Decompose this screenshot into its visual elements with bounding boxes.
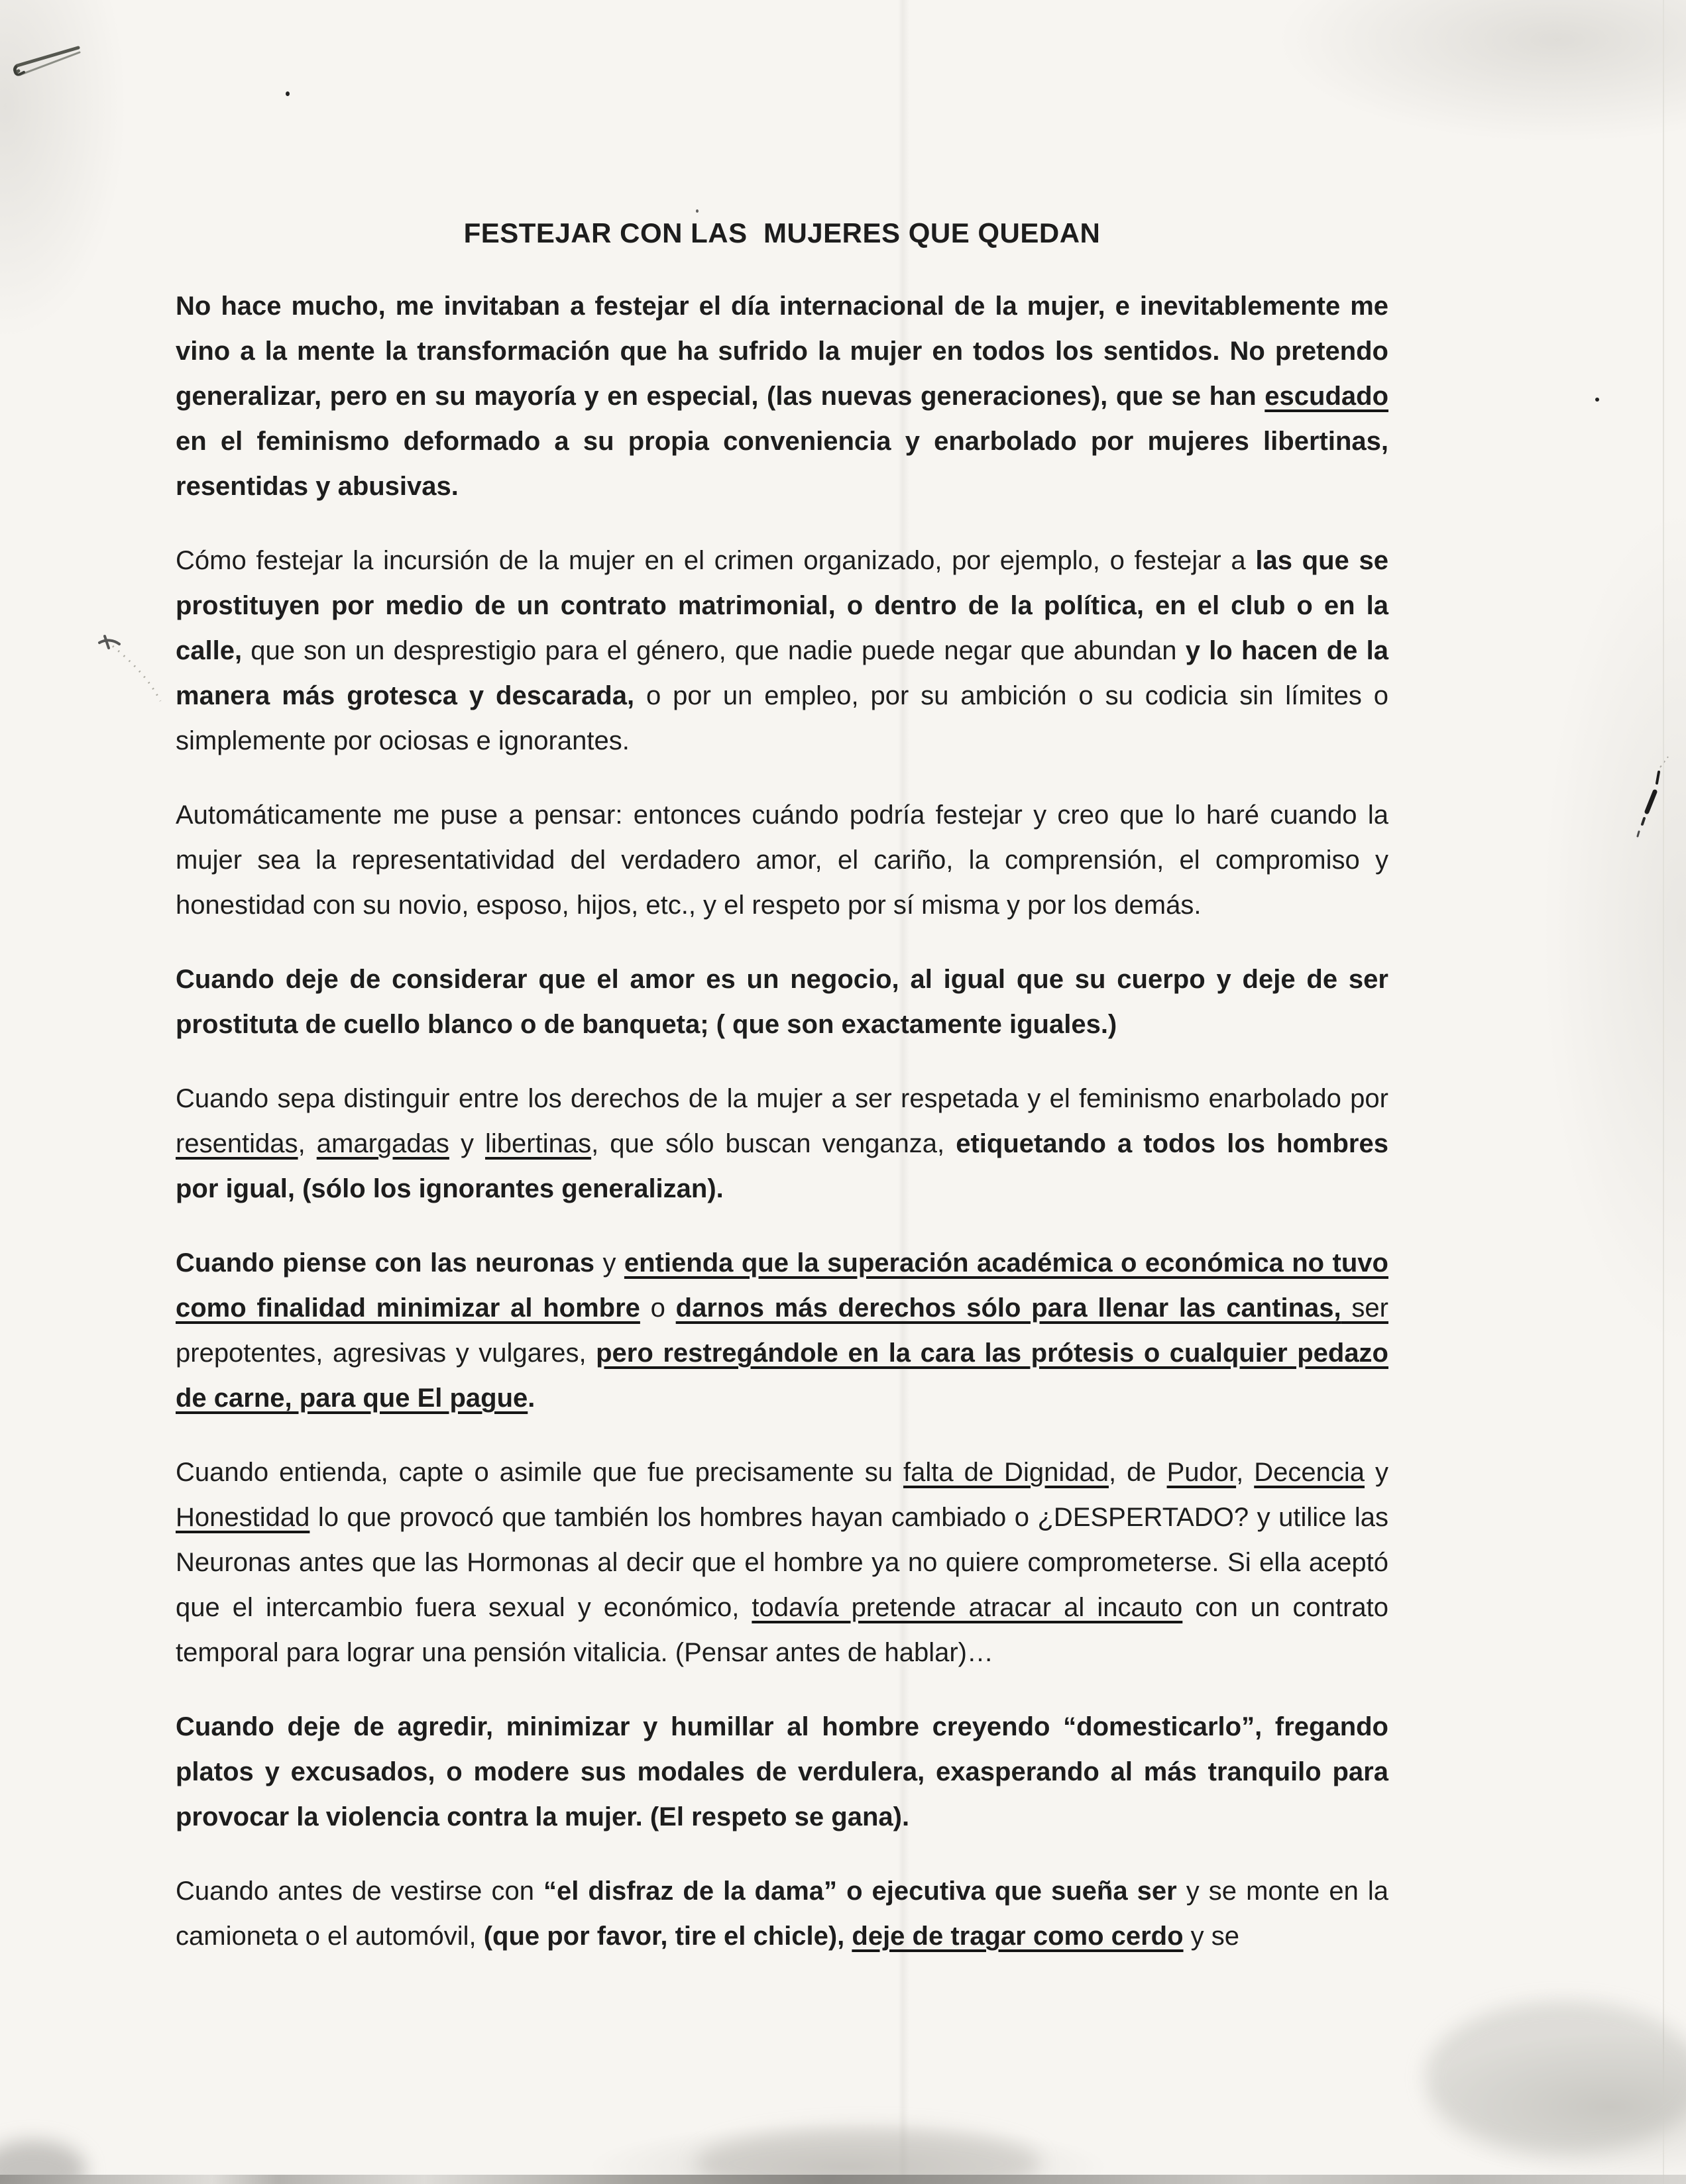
text-segment: todavía pretende atracar al incauto bbox=[752, 1593, 1183, 1622]
pen-dash-mark bbox=[1620, 755, 1673, 855]
text-segment: deje de tragar como cerdo bbox=[852, 1922, 1184, 1951]
text-segment: con un contrato temporal para lograr una pensión vitalicia. (Pensar antes de hablar)… bbox=[176, 1593, 1388, 1667]
text-segment: (que por favor, tire el chicle), bbox=[483, 1922, 852, 1951]
text-segment: libertinas bbox=[485, 1129, 592, 1158]
text-segment: , bbox=[1236, 1458, 1255, 1487]
document-body bbox=[176, 284, 1388, 1959]
text-segment: “el disfraz de la dama” o ejecutiva que sueña ser bbox=[543, 1877, 1177, 1906]
paragraph bbox=[176, 1240, 1388, 1421]
text-segment: Automáticamente me puse a pensar: entonces cuándo podría festejar y creo que lo haré cuando la mujer sea la representatividad del verdadero amor, el cariño, la comprensión, el compromiso y honestidad con su novio, esposo, hijos, etc., y el respeto por sí misma y por los demás. bbox=[176, 800, 1388, 920]
text-segment: y se bbox=[1183, 1922, 1240, 1951]
text-segment: Cuando deje de considerar que el amor es un negocio, al igual que su cuerpo y deje de ser prostituta de cuello blanco o de banqueta; ( que son exactamente iguales.) bbox=[176, 965, 1388, 1039]
scanner-bottom-band bbox=[0, 2175, 1686, 2184]
text-segment: , de bbox=[1108, 1458, 1167, 1487]
text-segment: Decencia bbox=[1254, 1458, 1365, 1487]
text-segment: falta de Dignidad bbox=[903, 1458, 1109, 1487]
text-segment: y bbox=[1364, 1458, 1388, 1487]
text-segment: darnos más derechos sólo para llenar las cantinas, bbox=[675, 1293, 1341, 1323]
text-segment: Cuando entienda, capte o asimile que fue precisamente su bbox=[176, 1458, 903, 1487]
text-segment: Cómo festejar la incursión de la mujer en el crimen organizado, por ejemplo, o festejar a bbox=[176, 546, 1256, 575]
paragraph bbox=[176, 792, 1388, 928]
ink-dot bbox=[1595, 398, 1599, 402]
ink-dot bbox=[286, 91, 290, 96]
text-segment: Cuando piense con las neuronas bbox=[176, 1248, 603, 1278]
text-segment: entienda que la superación académica o económica no tuvo como finalidad minimizar al hombre bbox=[176, 1248, 1388, 1323]
text-segment: Cuando deje de agredir, minimizar y humillar al hombre creyendo “domesticarlo”, fregando platos y excusados, o modere sus modales de verdulera, exasperando al más tranquilo para provocar la violencia contra la mujer. (El respeto se gana). bbox=[176, 1712, 1388, 1831]
text-segment: y se monte en la camioneta o el automóvil, bbox=[176, 1877, 1388, 1951]
text-segment: Honestidad bbox=[176, 1503, 310, 1532]
pen-scribble bbox=[86, 610, 179, 709]
paragraph bbox=[176, 1869, 1388, 1959]
text-segment: etiquetando a todos los hombres por igual, (sólo los ignorantes generalizan). bbox=[176, 1129, 1388, 1203]
text-segment: Cuando antes de vestirse con bbox=[176, 1877, 544, 1906]
paragraph bbox=[176, 1450, 1388, 1675]
text-segment: lo que provocó que también los hombres hayan cambiado o ¿DESPERTADO? y utilice las Neuronas antes que las Hormonas al decir que el hombre ya no quiere comprometerse. Si ella aceptó que el intercambio fuera sexual y económico, bbox=[176, 1503, 1388, 1622]
paperclip-icon bbox=[7, 36, 99, 89]
text-segment: o por un empleo, por su ambición o su codicia sin límites o simplemente por ociosas e ignorantes. bbox=[176, 681, 1388, 755]
text-segment: ser bbox=[1341, 1293, 1388, 1323]
text-segment: las que se prostituyen por medio de un contrato matrimonial, o dentro de la política, en el club o en la calle, bbox=[176, 546, 1388, 665]
text-segment: amargadas bbox=[316, 1129, 449, 1158]
text-segment: escudado bbox=[1264, 382, 1388, 411]
document-title: FESTEJAR CON LAS MUJERES QUE QUEDAN bbox=[463, 217, 1101, 248]
paragraph bbox=[176, 1704, 1388, 1839]
text-segment: resentidas bbox=[176, 1129, 298, 1158]
text-segment: prepotentes, agresivas y vulgares, bbox=[176, 1338, 596, 1368]
text-segment: , que sólo buscan venganza, bbox=[591, 1129, 956, 1158]
text-segment: y bbox=[602, 1248, 624, 1278]
text-segment: y lo hacen de la manera más grotesca y descarada, bbox=[176, 636, 1388, 710]
paragraph bbox=[176, 284, 1388, 509]
text-segment: Cuando sepa distinguir entre los derechos de la mujer a ser respetada y el feminismo enarbolado por bbox=[176, 1084, 1388, 1113]
paragraph bbox=[176, 1076, 1388, 1211]
scan-smudge bbox=[1425, 2001, 1686, 2154]
document-content bbox=[176, 211, 1388, 1988]
paragraph bbox=[176, 538, 1388, 763]
text-segment: y bbox=[449, 1129, 486, 1158]
text-segment: pero restregándole en la cara las prótesis o cualquier pedazo de carne, para que El pague bbox=[176, 1338, 1388, 1413]
text-segment: , bbox=[298, 1129, 317, 1158]
scanner-edge-line bbox=[1663, 0, 1664, 2184]
text-segment: . bbox=[528, 1384, 535, 1413]
text-segment: en el feminismo deformado a su propia conveniencia y enarbolado por mujeres libertinas, resentidas y abusivas. bbox=[176, 427, 1388, 501]
text-segment: o bbox=[640, 1293, 676, 1323]
text-segment: No hace mucho, me invitaban a festejar el día internacional de la mujer, e inevitablemente me vino a la mente la transformación que ha sufrido la mujer en todos los sentidos. No pretendo generalizar, pero en su mayoría y en especial, (las nuevas generaciones), que se han bbox=[176, 292, 1388, 411]
text-segment: Pudor bbox=[1166, 1458, 1237, 1487]
paragraph bbox=[176, 957, 1388, 1047]
text-segment: que son un desprestigio para el género, que nadie puede negar que abundan bbox=[251, 636, 1186, 665]
